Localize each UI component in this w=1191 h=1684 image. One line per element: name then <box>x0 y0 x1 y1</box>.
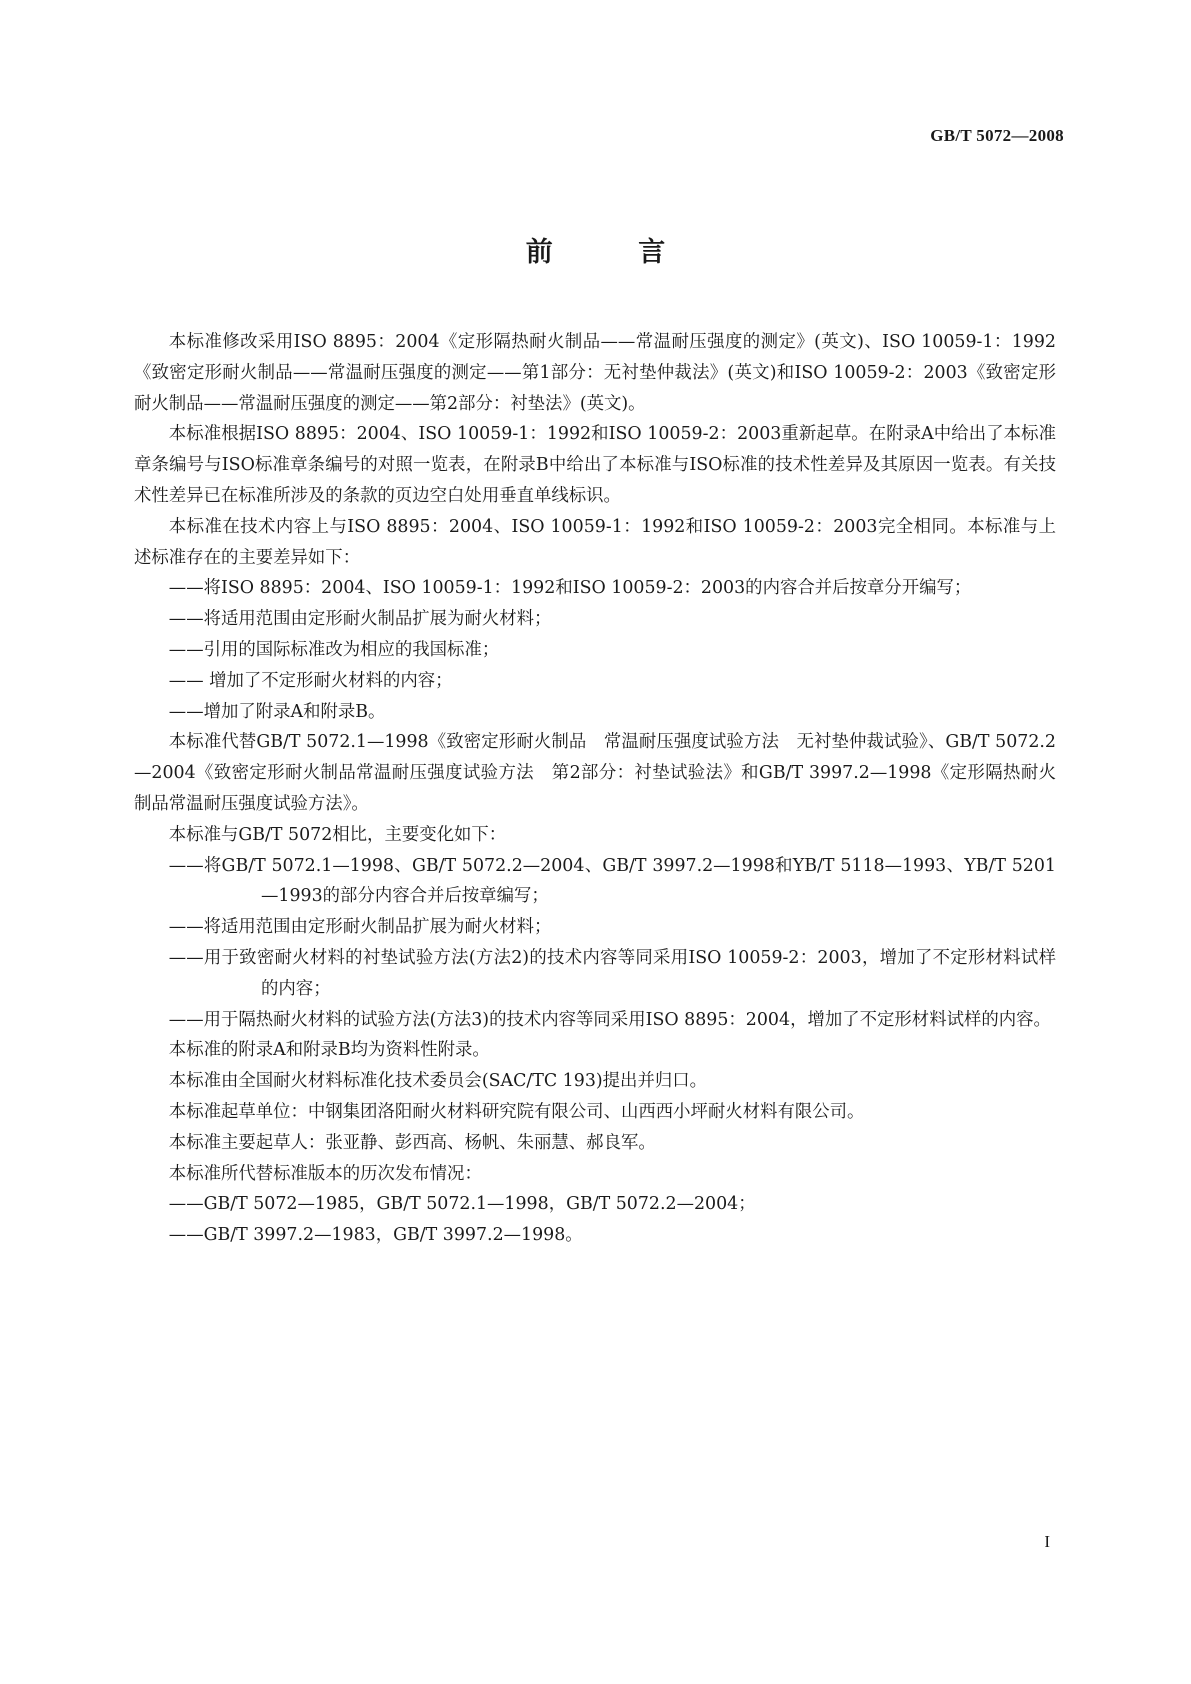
list-item: —— 增加了不定形耐火材料的内容； <box>168 670 453 691</box>
paragraph: 本标准的附录A和附录B均为资料性附录。 <box>168 1040 490 1061</box>
page-title: 前 言 <box>525 237 704 268</box>
standard-number: GB/T 5072—2008 <box>930 126 1064 145</box>
list-item: ——将适用范围由定形耐火制品扩展为耐火材料； <box>168 917 552 938</box>
list-item: ——GB/T 5072—1985，GB/T 5072.1—1998，GB/T 5072.2—2004； <box>168 1194 756 1215</box>
list-item: ——将GB/T 5072.1—1998、GB/T 5072.2—2004、GB/T 3997.2—1998和YB/T 5118—1993、YB/T 5201—1993的部分内容合并后按章编写； <box>168 855 1056 907</box>
page-number: I <box>1044 1532 1050 1551</box>
paragraph: 本标准在技术内容上与ISO 8895：2004、ISO 10059-1：1992和ISO 10059-2：2003完全相同。本标准与上述标准存在的主要差异如下： <box>134 516 1056 568</box>
paragraph: 本标准由全国耐火材料标准化技术委员会(SAC/TC 193)提出并归口。 <box>168 1071 708 1092</box>
list-item: ——将ISO 8895：2004、ISO 10059-1：1992和ISO 10059-2：2003的内容合并后按章分开编写； <box>168 578 972 599</box>
list-item: ——GB/T 3997.2—1983，GB/T 3997.2—1998。 <box>168 1225 583 1246</box>
paragraph: 本标准代替GB/T 5072.1—1998《致密定形耐火制品 常温耐压强度试验方法 无衬垫仲裁试验》、GB/T 5072.2—2004《致密定形耐火制品常温耐压强度试验方法 第2部分：衬垫试验法》和GB/T 3997.2—1998《定形隔热耐火制品常温耐压强度试验方法》。 <box>134 732 1056 814</box>
paragraph: 本标准与GB/T 5072相比，主要变化如下： <box>168 824 507 845</box>
paragraph: 本标准根据ISO 8895：2004、ISO 10059-1：1992和ISO 10059-2：2003重新起草。在附录A中给出了本标准章条编号与ISO标准章条编号的对照一览表，在附录B中给出了本标准与ISO标准的技术性差异及其原因一览表。有关技术性差异已在标准所涉及的条款的页边空白处用垂直单线标识。 <box>134 424 1056 506</box>
paragraph: 本标准修改采用ISO 8895：2004《定形隔热耐火制品——常温耐压强度的测定》(英文)、ISO 10059-1：1992《致密定形耐火制品——常温耐压强度的测定——第1部分：无衬垫仲裁法》(英文)和ISO 10059-2：2003《致密定形耐火制品——常温耐压强度的测定——第2部分：衬垫法》(英文)。 <box>134 332 1056 414</box>
list-item: ——引用的国际标准改为相应的我国标准； <box>168 639 500 660</box>
list-item: ——用于致密耐火材料的衬垫试验方法(方法2)的技术内容等同采用ISO 10059-2：2003，增加了不定形材料试样的内容； <box>168 947 1056 999</box>
paragraph: 本标准所代替标准版本的历次发布情况： <box>168 1163 482 1184</box>
paragraph: 本标准主要起草人：张亚静、彭西高、杨帆、朱丽慧、郝良军。 <box>168 1132 656 1153</box>
paragraph: 本标准起草单位：中钢集团洛阳耐火材料研究院有限公司、山西西小坪耐火材料有限公司。 <box>168 1101 865 1122</box>
foreword-body <box>134 327 1056 1251</box>
list-item: ——将适用范围由定形耐火制品扩展为耐火材料； <box>168 609 552 630</box>
list-item: ——用于隔热耐火材料的试验方法(方法3)的技术内容等同采用ISO 8895：2004，增加了不定形材料试样的内容。 <box>168 1009 1051 1030</box>
list-item: ——增加了附录A和附录B。 <box>168 701 386 722</box>
